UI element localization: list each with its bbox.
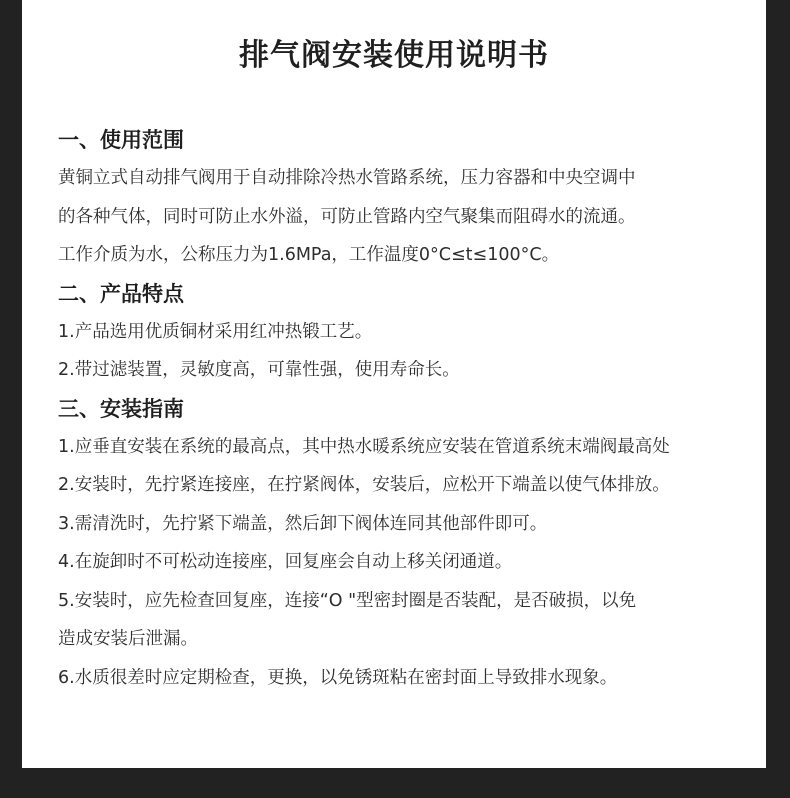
section-product-features — [58, 275, 758, 390]
section-heading: 一、使用范围 — [58, 128, 184, 152]
section-heading: 二、产品特点 — [58, 281, 184, 306]
instruction-sheet — [22, 0, 766, 768]
paragraph-line: 2.安装时，先拧紧连接座，在拧紧阀体，安装后，应松开下端盖以使气体排放。 — [58, 475, 670, 495]
paragraph-line: 的各种气体，同时可防止水外溢，可防止管路内空气聚集而阻碍水的流通。 — [58, 206, 636, 227]
document-body — [58, 121, 758, 697]
paragraph-line: 1.产品选用优质铜材采用红冲热锻工艺。 — [58, 321, 373, 342]
paragraph-line: 6.水质很差时应定期检查，更换，以免锈斑粘在密封面上导致排水现象。 — [58, 667, 618, 688]
paragraph-line: 3.需清洗时，先拧紧下端盖，然后卸下阀体连同其他部件即可。 — [58, 513, 548, 534]
section-installation-guide — [58, 390, 758, 698]
section-heading: 三、安装指南 — [58, 396, 184, 421]
paragraph-line: 4.在旋卸时不可松动连接座，回复座会自动上移关闭通道。 — [58, 552, 513, 572]
paragraph-line: 1.应垂直安装在系统的最高点，其中热水暖系统应安装在管道系统末端阀最高处 — [58, 436, 670, 457]
paragraph-line: 5.安装时，应先检查回复座，连接“O "型密封圈是否装配，是否破损，以免 — [58, 590, 637, 611]
paragraph-line: 工作介质为水，公称压力为1.6MPa，工作温度0°C≤t≤100°C。 — [58, 245, 560, 265]
paragraph-line: 2.带过滤装置，灵敏度高，可靠性强，使用寿命长。 — [58, 360, 460, 380]
section-usage-scope — [58, 121, 758, 275]
paragraph-line: 黄铜立式自动排气阀用于自动排除冷热水管路系统，压力容器和中央空调中 — [58, 168, 636, 188]
paragraph-line: 造成安装后泄漏。 — [58, 629, 198, 649]
page-title: 排气阀安装使用说明书 — [239, 38, 549, 73]
